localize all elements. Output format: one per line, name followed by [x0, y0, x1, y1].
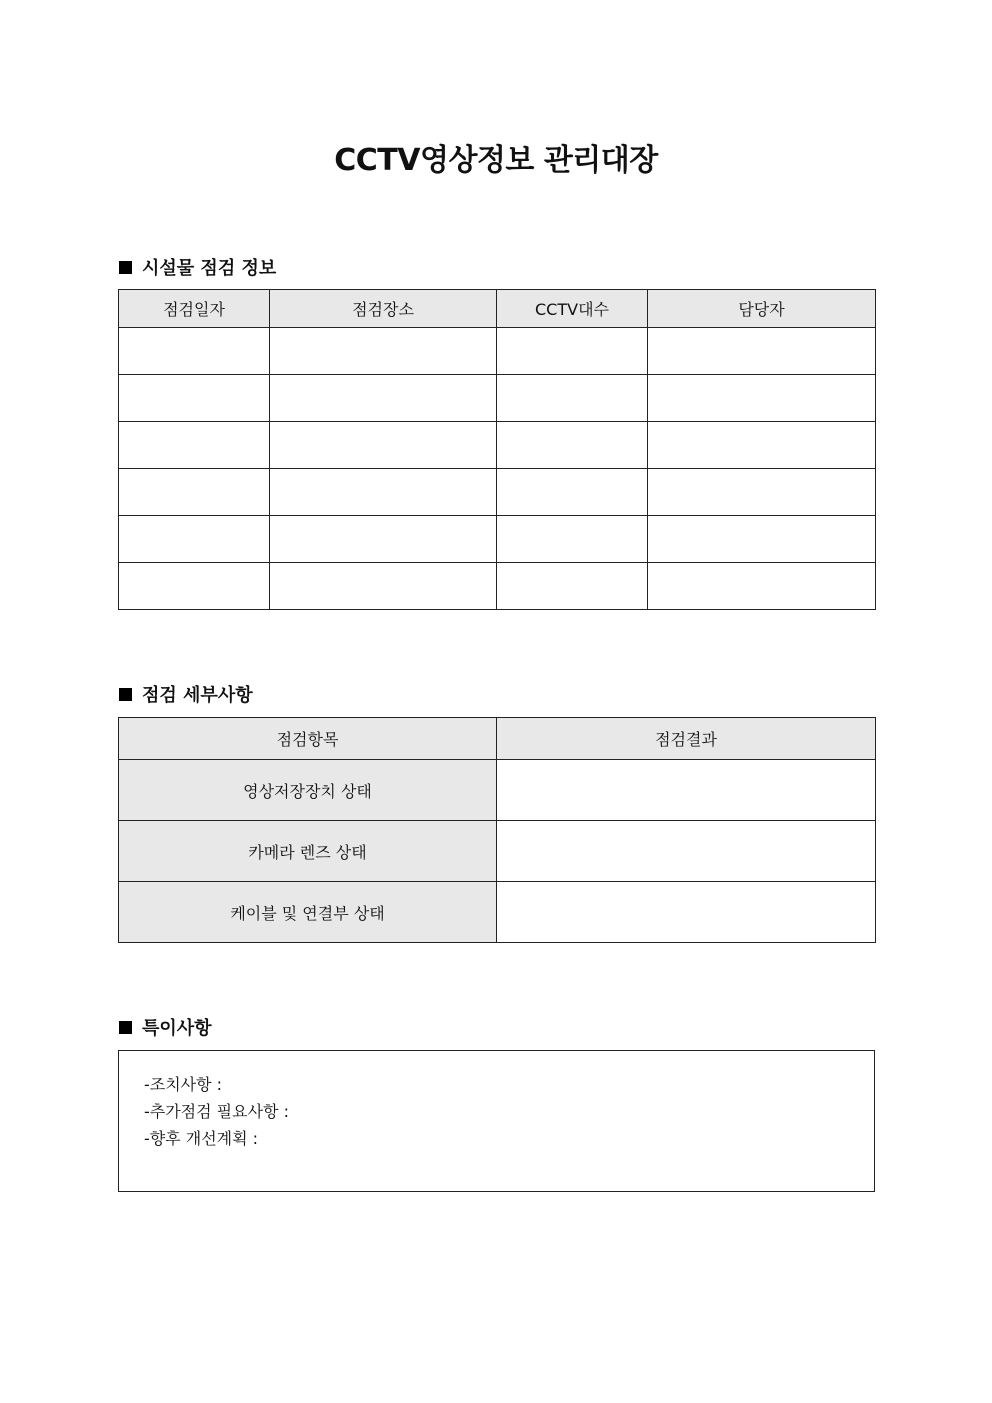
notes-list — [119, 1051, 874, 1152]
column-header-date: 점검일자 — [119, 290, 270, 328]
inspection-item-label: 카메라 렌즈 상태 — [119, 821, 497, 882]
manager-cell[interactable] — [648, 469, 876, 516]
manager-cell[interactable] — [648, 563, 876, 610]
table-row — [119, 516, 876, 563]
inspection-result-cell[interactable] — [497, 760, 876, 821]
facility-section-heading — [119, 254, 276, 280]
manager-cell[interactable] — [648, 375, 876, 422]
camera-count-cell[interactable] — [497, 375, 648, 422]
table-header-row — [119, 290, 876, 328]
square-bullet-icon — [119, 688, 132, 701]
date-cell[interactable] — [119, 422, 270, 469]
notes-box[interactable] — [118, 1050, 875, 1192]
manager-cell[interactable] — [648, 422, 876, 469]
notes-section-heading — [119, 1014, 212, 1040]
manager-cell[interactable] — [648, 516, 876, 563]
camera-count-cell[interactable] — [497, 328, 648, 375]
table-row — [119, 563, 876, 610]
table-row — [119, 821, 876, 882]
table-row — [119, 328, 876, 375]
inspection-item-label: 영상저장장치 상태 — [119, 760, 497, 821]
column-header-manager: 담당자 — [648, 290, 876, 328]
inspection-item-label: 케이블 및 연결부 상태 — [119, 882, 497, 943]
note-line-improvement-plan: -향후 개선계획 : — [144, 1129, 259, 1148]
location-cell[interactable] — [270, 422, 497, 469]
square-bullet-icon — [119, 1021, 132, 1034]
notes-heading-text: 특이사항 — [142, 1018, 212, 1039]
table-row — [119, 760, 876, 821]
column-header-location: 점검장소 — [270, 290, 497, 328]
table-row — [119, 469, 876, 516]
facility-inspection-table — [118, 289, 876, 610]
date-cell[interactable] — [119, 516, 270, 563]
inspection-result-cell[interactable] — [497, 882, 876, 943]
location-cell[interactable] — [270, 469, 497, 516]
table-row — [119, 882, 876, 943]
date-cell[interactable] — [119, 563, 270, 610]
column-header-item: 점검항목 — [119, 718, 497, 760]
camera-count-cell[interactable] — [497, 422, 648, 469]
camera-count-cell[interactable] — [497, 516, 648, 563]
column-header-camera-count: CCTV대수 — [497, 290, 648, 328]
facility-heading-text: 시설물 점검 정보 — [142, 258, 277, 279]
table-row — [119, 422, 876, 469]
camera-count-cell[interactable] — [497, 469, 648, 516]
inspection-details-table — [118, 717, 876, 943]
manager-cell[interactable] — [648, 328, 876, 375]
date-cell[interactable] — [119, 469, 270, 516]
location-cell[interactable] — [270, 328, 497, 375]
document-title: CCTV영상정보 관리대장 — [334, 143, 658, 178]
camera-count-cell[interactable] — [497, 563, 648, 610]
details-heading-text: 점검 세부사항 — [142, 685, 253, 706]
table-row — [119, 375, 876, 422]
location-cell[interactable] — [270, 375, 497, 422]
location-cell[interactable] — [270, 516, 497, 563]
date-cell[interactable] — [119, 375, 270, 422]
details-section-heading — [119, 681, 253, 707]
note-line-additional-inspection: -추가점검 필요사항 : — [144, 1102, 289, 1121]
inspection-result-cell[interactable] — [497, 821, 876, 882]
date-cell[interactable] — [119, 328, 270, 375]
table-header-row — [119, 718, 876, 760]
column-header-result: 점검결과 — [497, 718, 876, 760]
note-line-action-taken: -조치사항 : — [144, 1075, 223, 1094]
square-bullet-icon — [119, 261, 132, 274]
location-cell[interactable] — [270, 563, 497, 610]
